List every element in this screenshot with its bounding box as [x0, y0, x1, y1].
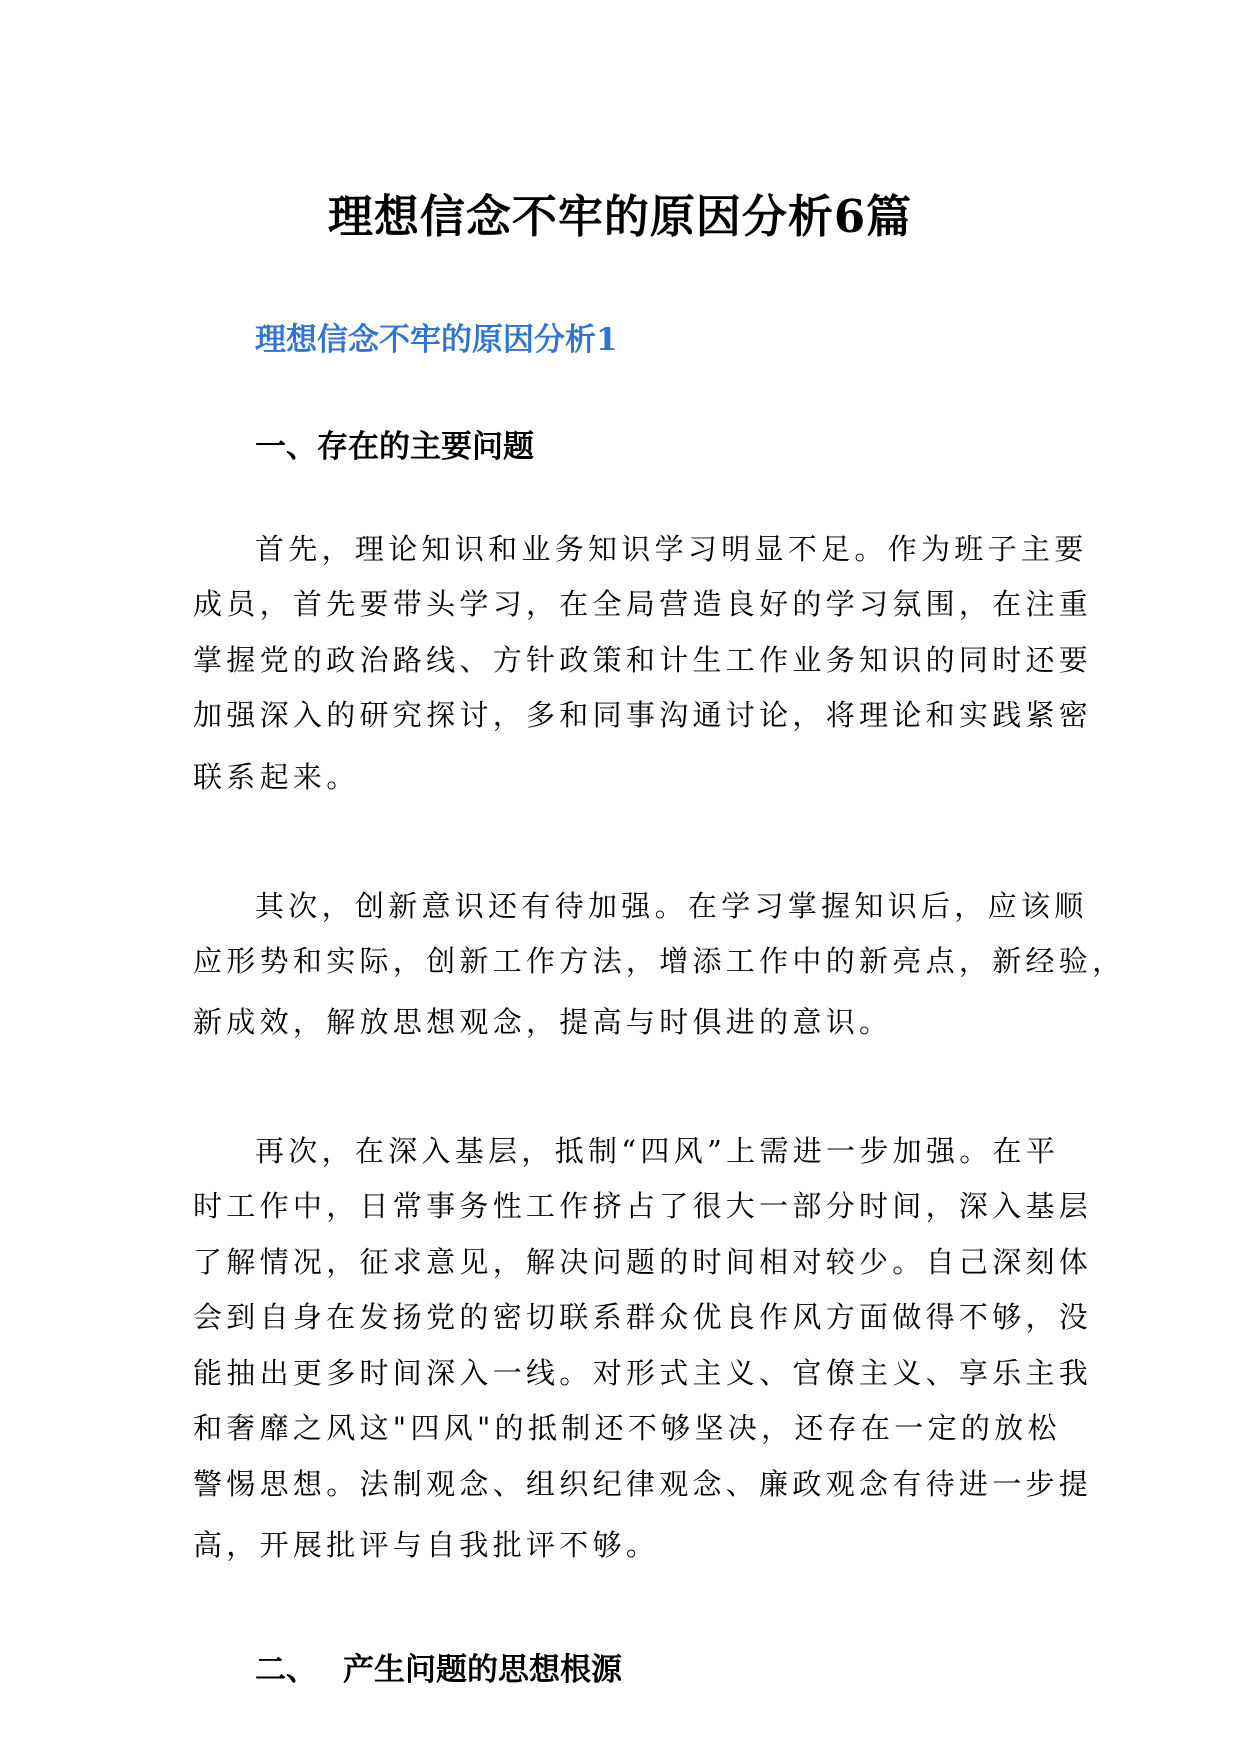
paragraph-line: 会到自身在发扬党的密切联系群众优良作风方面做得不够，没: [193, 1300, 1093, 1334]
paragraph-line: 警惕思想。法制观念、组织纪律观念、廉政观念有待进一步提: [193, 1467, 1093, 1501]
paragraph-line: 应形势和实际，创新工作方法，增添工作中的新亮点，新经验，: [193, 944, 1126, 978]
paragraph-line: 联系起来。: [193, 760, 360, 794]
paragraph-line: 掌握党的政治路线、方针政策和计生工作业务知识的同时还要: [193, 643, 1093, 677]
heading-number: 二、: [255, 1652, 317, 1688]
document-title: 理想信念不牢的原因分析6篇: [327, 190, 913, 243]
heading-main-problems: 一、存在的主要问题: [255, 429, 534, 465]
heading-text: 产生问题的思想根源: [343, 1652, 622, 1688]
paragraph-line: 能抽出更多时间深入一线。对形式主义、官僚主义、享乐主我: [193, 1356, 1093, 1390]
paragraph-line: 新成效，解放思想观念，提高与时俱进的意识。: [193, 1005, 893, 1039]
paragraph-line: 和奢靡之风这"四风"的抵制还不够坚决，还存在一定的放松: [193, 1411, 1061, 1445]
paragraph-line: 其次，创新意识还有待加强。在学习掌握知识后，应该顺: [255, 889, 1088, 923]
paragraph-line: 首先，理论知识和业务知识学习明显不足。作为班子主要: [255, 532, 1088, 566]
paragraph-line: 成员，首先要带头学习，在全局营造良好的学习氛围，在注重: [193, 587, 1093, 621]
paragraph-line: 时工作中，日常事务性工作挤占了很大一部分时间，深入基层: [193, 1189, 1093, 1223]
paragraph-line: 再次，在深入基层，抵制“四风”上需进一步加强。在平: [255, 1134, 1060, 1168]
paragraph-line: 高，开展批评与自我批评不够。: [193, 1528, 660, 1562]
section-title: 理想信念不牢的原因分析1: [255, 322, 618, 358]
heading-root-causes: [255, 1648, 622, 1692]
paragraph-line: 了解情况，征求意见，解决问题的时间相对较少。自己深刻体: [193, 1245, 1093, 1279]
paragraph-line: 加强深入的研究探讨，多和同事沟通讨论，将理论和实践紧密: [193, 698, 1093, 732]
